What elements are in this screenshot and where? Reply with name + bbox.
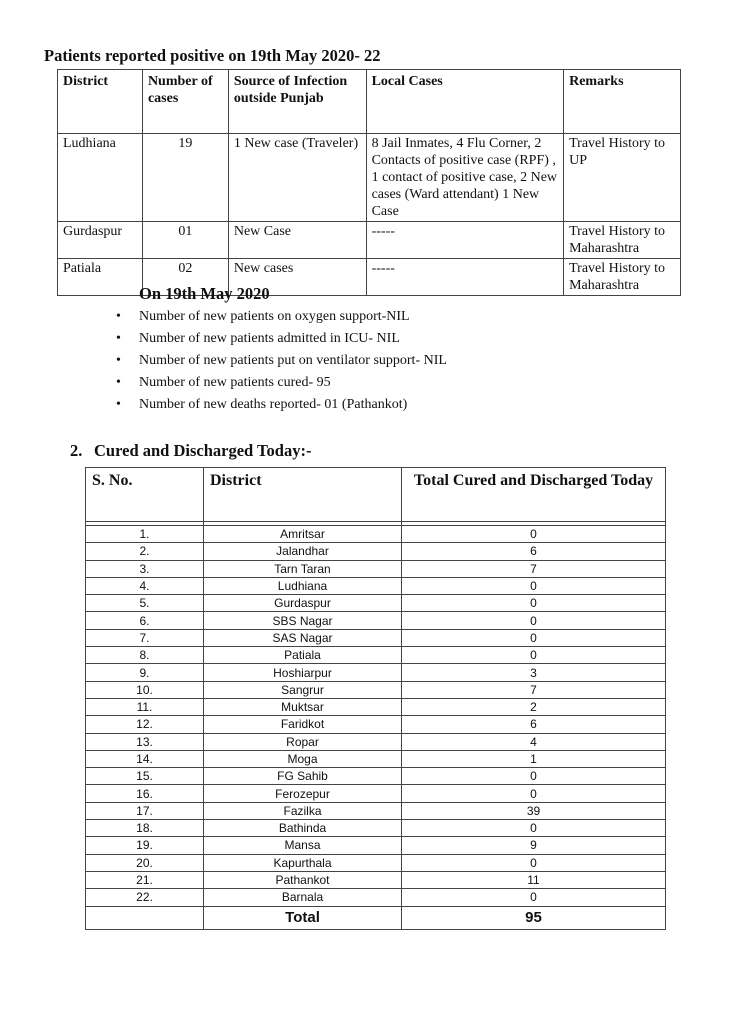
table-row: [58, 222, 681, 259]
district-cell: Hoshiarpur: [204, 664, 402, 681]
count-cell: 39: [402, 802, 666, 819]
district-cell: Jalandhar: [204, 543, 402, 560]
district-cell: Gurdaspur: [58, 222, 143, 259]
local-cases-cell: 8 Jail Inmates, 4 Flu Corner, 2 Contacts of positive case (RPF) , 1 contact of positive case, 2 New cases (Ward attendant) 1 New Case: [366, 134, 564, 222]
district-cell: SAS Nagar: [204, 629, 402, 646]
source-cell: New cases: [228, 259, 366, 296]
district-cell: Mansa: [204, 837, 402, 854]
count-cell: 7: [402, 681, 666, 698]
table-row: [58, 134, 681, 222]
total-row: [86, 906, 666, 929]
serial-cell: 1.: [86, 526, 204, 543]
table-row: [86, 716, 666, 733]
daily-stats-list: [116, 306, 447, 416]
count-cell: 0: [402, 768, 666, 785]
list-item: • Number of new patients on oxygen support-NIL: [116, 306, 447, 328]
count-cell: 1: [402, 750, 666, 767]
table-row: [86, 871, 666, 888]
remarks-cell: Travel History to Maharashtra: [564, 259, 681, 296]
district-cell: Ropar: [204, 733, 402, 750]
district-cell: Patiala: [204, 647, 402, 664]
table-row: [86, 854, 666, 871]
list-item: • Number of new patients admitted in ICU- NIL: [116, 328, 447, 350]
total-value: 95: [402, 906, 666, 929]
count-cell: 0: [402, 629, 666, 646]
table-row: [86, 889, 666, 906]
table-row: [86, 526, 666, 543]
list-item: • Number of new patients put on ventilator support- NIL: [116, 350, 447, 372]
remarks-cell: Travel History to Maharashtra: [564, 222, 681, 259]
page-heading: Patients reported positive on 19th May 2020- 22: [44, 46, 381, 65]
list-item: • Number of new deaths reported- 01 (Pathankot): [116, 394, 447, 416]
header-remarks: Remarks: [564, 70, 681, 134]
section-title: Cured and Discharged Today:-: [94, 441, 312, 460]
count-cell: 0: [402, 854, 666, 871]
cases-cell: 19: [142, 134, 228, 222]
date-subheading: On 19th May 2020: [139, 284, 270, 303]
header-local-cases: Local Cases: [366, 70, 564, 134]
serial-cell: 4.: [86, 577, 204, 594]
serial-cell: 6.: [86, 612, 204, 629]
serial-cell: 19.: [86, 837, 204, 854]
serial-cell: 15.: [86, 768, 204, 785]
serial-cell: 16.: [86, 785, 204, 802]
count-cell: 4: [402, 733, 666, 750]
district-cell: Bathinda: [204, 820, 402, 837]
serial-cell: 11.: [86, 698, 204, 715]
table-row: [86, 768, 666, 785]
table-row: [86, 543, 666, 560]
source-cell: New Case: [228, 222, 366, 259]
count-cell: 6: [402, 543, 666, 560]
local-cases-cell: -----: [366, 222, 564, 259]
district-cell: Sangrur: [204, 681, 402, 698]
total-spacer-cell: [86, 906, 204, 929]
header-district: District: [58, 70, 143, 134]
serial-cell: 20.: [86, 854, 204, 871]
serial-cell: 10.: [86, 681, 204, 698]
district-cell: Fazilka: [204, 802, 402, 819]
district-cell: Amritsar: [204, 526, 402, 543]
cured-table-header-row: [86, 468, 666, 522]
count-cell: 9: [402, 837, 666, 854]
header-district: District: [204, 468, 402, 522]
section-number: 2.: [70, 441, 83, 460]
district-cell: Tarn Taran: [204, 560, 402, 577]
district-cell: Patiala: [58, 259, 143, 296]
table-row: [86, 750, 666, 767]
cured-discharged-table: [85, 467, 666, 930]
table-row: [86, 577, 666, 594]
count-cell: 0: [402, 647, 666, 664]
count-cell: 2: [402, 698, 666, 715]
table-row: [86, 802, 666, 819]
table-row: [86, 681, 666, 698]
header-source-of-infection: Source of Infection outside Punjab: [228, 70, 366, 134]
serial-cell: 13.: [86, 733, 204, 750]
count-cell: 0: [402, 785, 666, 802]
serial-cell: 17.: [86, 802, 204, 819]
district-cell: Pathankot: [204, 871, 402, 888]
district-cell: Gurdaspur: [204, 595, 402, 612]
district-cell: Kapurthala: [204, 854, 402, 871]
table-row: [86, 595, 666, 612]
source-cell: 1 New case (Traveler): [228, 134, 366, 222]
header-number-of-cases: Number of cases: [142, 70, 228, 134]
table-row: [86, 820, 666, 837]
count-cell: 0: [402, 820, 666, 837]
district-cell: FG Sahib: [204, 768, 402, 785]
serial-cell: 21.: [86, 871, 204, 888]
serial-cell: 18.: [86, 820, 204, 837]
cases-cell: 01: [142, 222, 228, 259]
serial-cell: 7.: [86, 629, 204, 646]
table-row: [86, 837, 666, 854]
header-total-cured: Total Cured and Discharged Today: [402, 468, 666, 522]
serial-cell: 5.: [86, 595, 204, 612]
serial-cell: 9.: [86, 664, 204, 681]
district-cell: Barnala: [204, 889, 402, 906]
serial-cell: 2.: [86, 543, 204, 560]
district-cell: SBS Nagar: [204, 612, 402, 629]
header-serial-number: S. No.: [86, 468, 204, 522]
count-cell: 6: [402, 716, 666, 733]
count-cell: 3: [402, 664, 666, 681]
positive-cases-table: [57, 69, 681, 296]
district-cell: Ludhiana: [204, 577, 402, 594]
table-row: [86, 698, 666, 715]
serial-cell: 8.: [86, 647, 204, 664]
total-label: Total: [204, 906, 402, 929]
cured-table-body: [86, 522, 666, 930]
district-cell: Moga: [204, 750, 402, 767]
table-row: [86, 664, 666, 681]
table-row: [86, 647, 666, 664]
list-item: • Number of new patients cured- 95: [116, 372, 447, 394]
district-cell: Faridkot: [204, 716, 402, 733]
count-cell: 0: [402, 526, 666, 543]
table-row: [86, 612, 666, 629]
local-cases-cell: -----: [366, 259, 564, 296]
district-cell: Ferozepur: [204, 785, 402, 802]
count-cell: 0: [402, 612, 666, 629]
count-cell: 7: [402, 560, 666, 577]
count-cell: 0: [402, 889, 666, 906]
remarks-cell: Travel History to UP: [564, 134, 681, 222]
positive-table-header-row: [58, 70, 681, 134]
district-cell: Ludhiana: [58, 134, 143, 222]
table-row: [86, 733, 666, 750]
count-cell: 11: [402, 871, 666, 888]
count-cell: 0: [402, 595, 666, 612]
cases-cell: 02: [142, 259, 228, 296]
serial-cell: 3.: [86, 560, 204, 577]
table-row: [86, 785, 666, 802]
table-row: [86, 629, 666, 646]
count-cell: 0: [402, 577, 666, 594]
section-heading: [70, 441, 311, 461]
serial-cell: 12.: [86, 716, 204, 733]
district-cell: Muktsar: [204, 698, 402, 715]
serial-cell: 14.: [86, 750, 204, 767]
serial-cell: 22.: [86, 889, 204, 906]
table-row: [86, 560, 666, 577]
